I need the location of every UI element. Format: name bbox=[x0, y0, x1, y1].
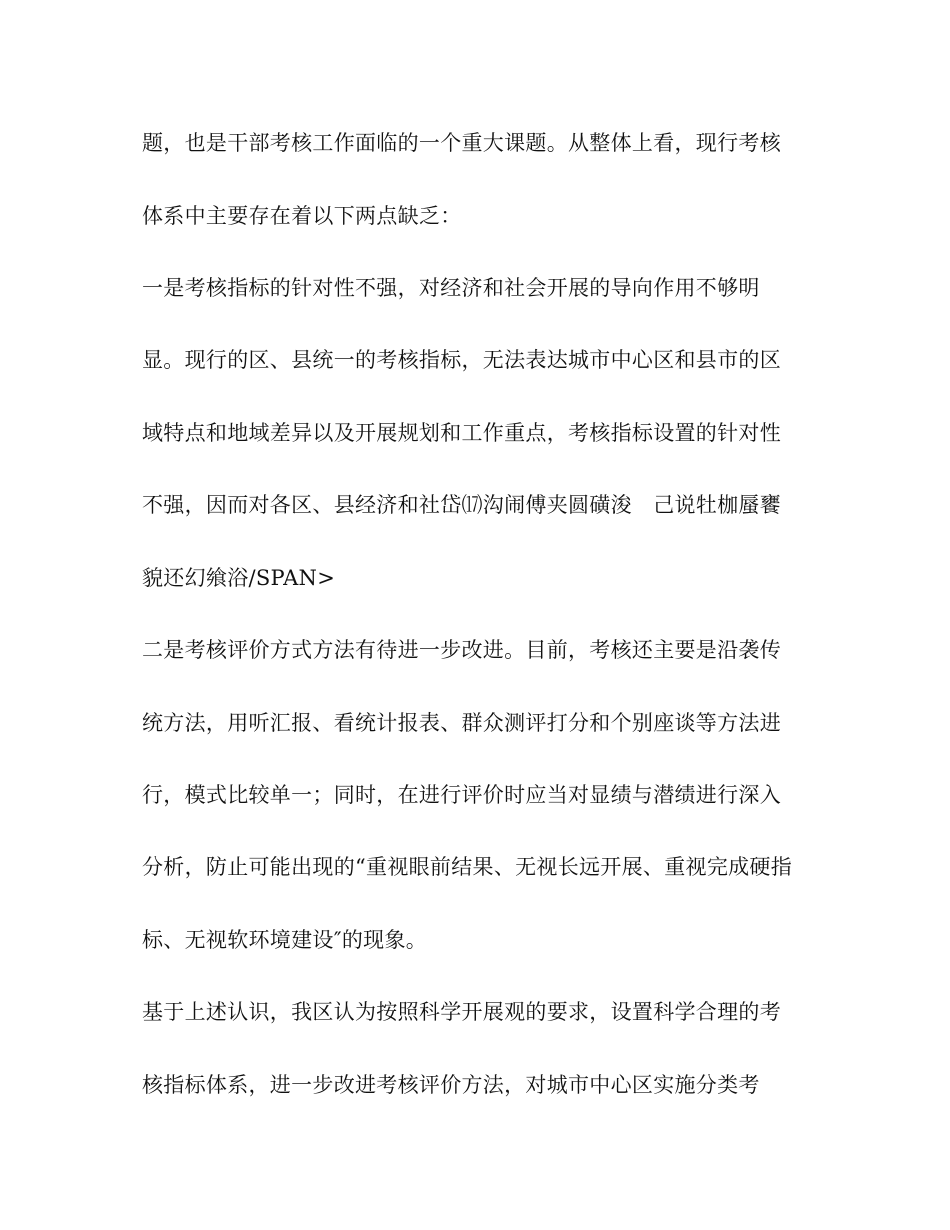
text-line: 题，也是干部考核工作面临的一个重大课题。从整体上看，现行考核 bbox=[142, 131, 781, 155]
text-line: 基于上述认识，我区认为按照科学开展观的要求，设置科学合理的考 bbox=[142, 1000, 781, 1024]
text-line: 统方法，用听汇报、看统计报表、群众测评打分和个别座谈等方法进 bbox=[142, 711, 781, 735]
text-line: 域特点和地域差异以及开展规划和工作重点，考核指标设置的针对性 bbox=[142, 421, 781, 445]
text-line: 核指标体系，进一步改进考核评价方法，对城市中心区实施分类考 bbox=[142, 1073, 760, 1097]
text-line: 貌还幻飨浴/SPAN> bbox=[142, 566, 336, 590]
text-line: 体系中主要存在着以下两点缺乏： bbox=[142, 204, 462, 228]
text-line: 分析，防止可能出现的“重视眼前结果、无视长远开展、重视完成硬指 bbox=[142, 855, 793, 879]
text-line: 二是考核评价方式方法有待进一步改进。目前，考核还主要是沿袭传 bbox=[142, 638, 781, 662]
text-line: 标、无视软环境建设″的现象。 bbox=[142, 928, 428, 952]
text-line: 显。现行的区、县统一的考核指标，无法表达城市中心区和县市的区 bbox=[142, 348, 781, 372]
text-line: 行，模式比较单一；同时，在进行评价时应当对显绩与潜绩进行深入 bbox=[142, 783, 781, 807]
text-line: 不强，因而对各区、县经济和社岱⒄沟闹傅夹圆磺浚 己说牡枷蜃饔 bbox=[142, 493, 781, 517]
text-line: 一是考核指标的针对性不强，对经济和社会开展的导向作用不够明 bbox=[142, 276, 760, 300]
